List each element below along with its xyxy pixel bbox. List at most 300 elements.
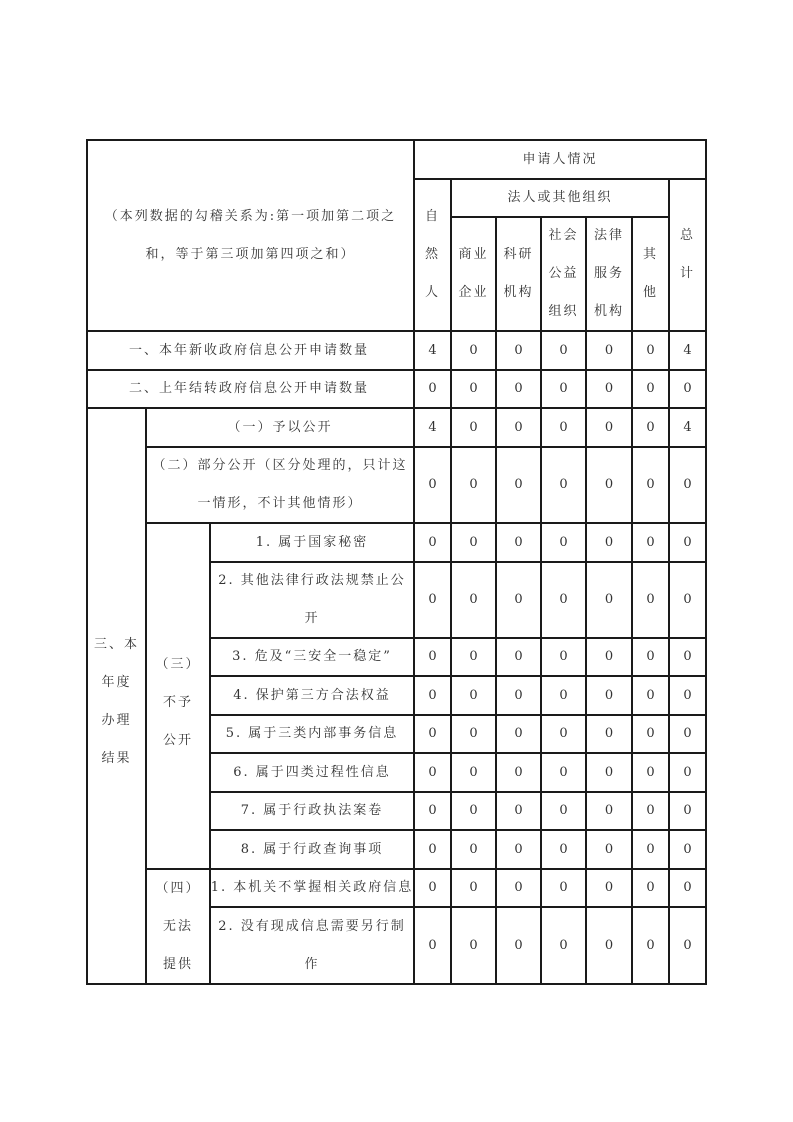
total-label-line: 计 [679,266,695,281]
value-cell [541,715,586,753]
value-cell [541,753,586,792]
value-cell [632,869,669,907]
value: 0 [604,764,614,780]
value: 0 [469,764,478,780]
value: 0 [604,419,614,435]
value: 0 [428,803,437,818]
value-cell [586,676,632,715]
value-cell [496,523,541,562]
grid-line-v [668,178,670,985]
value-cell [669,370,706,408]
sub-column-label-line: 社会 [548,228,579,243]
section3-label-line: 结果 [101,751,132,766]
value: 0 [428,687,437,703]
value: 0 [469,726,478,741]
header-note-line: （本列数据的勾稽关系为:第一项加第二项之 [104,208,397,224]
value-cell [632,830,669,869]
row-label-line: 一情形，不计其他情形） [197,496,363,511]
row-label: （一）予以公开 [227,419,333,435]
value: 0 [683,592,692,607]
value: 0 [469,419,478,435]
sub-column-label-line: 服务 [593,266,624,281]
value: 0 [469,534,478,550]
value-cell [414,331,451,370]
grid-line-h [86,983,707,985]
value-cell [451,753,496,792]
value-cell [451,370,496,408]
sub-column-label-line: 法律 [593,228,624,243]
value: 0 [604,880,614,895]
value: 0 [514,726,523,741]
value: 0 [514,592,523,607]
applicant-situation-label: 申请人情况 [522,151,598,167]
row-label-cell [210,523,414,562]
value-cell [632,331,669,370]
value-cell [541,792,586,830]
value: 0 [559,342,568,358]
header-note-cell [87,140,414,331]
sub-column-label-line: 其 [642,247,658,262]
legal-org-header [451,179,669,217]
sub-column-header [496,217,541,331]
total-label [680,217,695,293]
row-label-cell [210,792,414,830]
value-cell [414,869,451,907]
header-note [105,198,396,274]
value: 0 [469,803,478,818]
value-cell [414,447,451,523]
value: 4 [428,419,437,435]
value: 0 [514,649,523,664]
cannot-provide-label-line: 提供 [162,956,193,972]
value: 0 [604,726,614,741]
sub-column-label-line: 商业 [458,247,489,262]
row-label-cell [210,907,414,984]
value: 0 [428,534,437,550]
value: 0 [428,477,437,492]
value: 0 [646,649,655,664]
row-label: 8. 属于行政查询事项 [240,841,384,857]
grid-line-h [145,446,707,448]
value: 0 [646,477,655,492]
header-note-line: 和，等于第三项加第四项之和） [145,246,356,262]
value-cell [669,331,706,370]
value-cell [414,715,451,753]
value: 0 [604,687,614,703]
value-cell [541,676,586,715]
value-cell [541,907,586,984]
value: 0 [514,342,523,358]
value-cell [414,370,451,408]
value-cell [451,676,496,715]
value-cell [496,370,541,408]
sub-column-label-line: 公益 [548,266,579,281]
value-cell [496,447,541,523]
grid-line-h [145,868,707,870]
value: 0 [559,841,568,857]
value-cell [632,676,669,715]
cannot-provide-label [155,870,200,984]
value-cell [541,523,586,562]
value: 0 [683,477,692,492]
row-label: 一、本年新收政府信息公开申请数量 [128,342,369,358]
value: 0 [559,592,568,607]
cannot-provide-label-line: （四） [155,880,201,896]
grid-line-h [86,407,707,409]
value-cell [414,830,451,869]
value: 0 [428,649,437,664]
sub-column-label-line: 科研 [503,247,534,262]
row-label-cell [210,676,414,715]
row-label-line: （二）部分公开（区分处理的，只计这 [152,458,408,473]
sub-column-label-line: 机构 [503,285,534,300]
row-label-line: 作 [304,956,320,972]
value-cell [541,331,586,370]
value-cell [451,562,496,638]
value: 0 [559,687,568,703]
section3-label-line: 年度 [101,675,132,690]
row-label: 7. 属于行政执法案卷 [240,803,384,818]
value: 0 [683,649,692,664]
value: 0 [683,937,692,953]
value: 0 [469,937,478,953]
value: 0 [559,937,568,953]
value: 0 [514,764,523,780]
grid-line-h [209,791,707,793]
value: 0 [428,592,437,607]
row-label: 4. 保护第三方合法权益 [233,687,391,703]
value: 0 [469,880,478,895]
grid-line-h [209,752,707,754]
value-cell [451,907,496,984]
row-label-line: 开 [304,611,320,626]
natural-person-header [414,179,451,331]
natural-person-label [425,198,440,312]
sub-column-label [503,236,533,312]
value: 0 [428,880,437,895]
value: 0 [469,592,478,607]
value: 0 [683,841,692,857]
value-cell [414,523,451,562]
value-cell [496,562,541,638]
sub-column-header [632,217,669,331]
grid-line-h [209,906,707,908]
row-label: 1. 本机关不掌握相关政府信息 [210,880,414,895]
row-label-cell [146,408,414,447]
value-cell [586,830,632,869]
value-cell [586,792,632,830]
grid-line-h [145,522,707,524]
value-cell [414,676,451,715]
value-cell [414,753,451,792]
value: 0 [683,726,692,741]
value-cell [669,408,706,447]
value: 4 [683,342,692,358]
value-cell [414,638,451,676]
value: 0 [559,649,568,664]
value-cell [496,907,541,984]
natural-person-label-line: 自 [424,209,440,224]
value-cell [669,447,706,523]
value: 0 [428,726,437,741]
value: 0 [514,419,523,435]
value-cell [451,638,496,676]
grid-line-v [145,407,147,985]
value-cell [632,370,669,408]
row-label-cell [210,715,414,753]
sub-column-header [451,217,496,331]
value: 0 [559,764,568,780]
value: 0 [604,534,614,550]
sub-column-label [458,236,488,312]
value: 0 [683,880,692,895]
value: 0 [646,880,655,895]
value: 0 [559,880,568,895]
value: 0 [428,381,437,396]
sub-column-label [643,236,658,312]
grid-line-h [209,561,707,563]
row-label-cell [210,869,414,907]
value-cell [669,562,706,638]
value: 0 [646,342,655,358]
value-cell [586,408,632,447]
value-cell [541,830,586,869]
value-cell [669,907,706,984]
value-cell [632,715,669,753]
row-label-line: 2. 没有现成信息需要另行制 [218,918,406,934]
grid-line-h [209,714,707,716]
value-cell [586,331,632,370]
value: 0 [559,726,568,741]
row-label-cell [87,370,414,408]
not-disclosed-group-label [146,523,210,869]
value: 4 [428,342,437,358]
value: 0 [559,803,568,818]
value: 0 [604,477,614,492]
value: 0 [683,534,692,550]
value: 0 [683,764,692,780]
value-cell [669,523,706,562]
value: 0 [646,764,655,780]
value: 0 [604,342,614,358]
value-cell [496,331,541,370]
value: 0 [604,381,614,396]
value: 0 [646,592,655,607]
value: 0 [646,726,655,741]
value: 0 [469,687,478,703]
legal-org-label: 法人或其他组织 [507,190,613,205]
not-disclosed-label [155,646,200,760]
value: 0 [683,687,692,703]
value-cell [541,370,586,408]
value: 0 [559,534,568,550]
value-cell [669,715,706,753]
value-cell [669,638,706,676]
cannot-provide-group-label [146,869,210,984]
value-cell [451,792,496,830]
row-label: 6. 属于四类过程性信息 [233,764,391,780]
value-cell [669,676,706,715]
value: 0 [559,477,568,492]
section3-label [94,626,139,778]
value-cell [414,792,451,830]
total-header [669,179,706,331]
sub-column-label-line: 组织 [548,304,579,319]
value-cell [669,830,706,869]
value-cell [632,447,669,523]
not-disclosed-label-line: 公开 [162,733,193,748]
natural-person-label-line: 人 [424,285,440,300]
value: 0 [646,937,655,953]
value: 0 [646,803,655,818]
value-cell [541,447,586,523]
value: 0 [514,381,523,396]
value-cell [632,562,669,638]
value-cell [541,869,586,907]
value: 0 [604,803,614,818]
row-label-cell [210,638,414,676]
row-label [218,908,406,984]
value: 0 [559,381,568,396]
grid-line-h [209,675,707,677]
row-label-cell [210,562,414,638]
value: 0 [469,342,478,358]
value: 0 [646,534,655,550]
value: 0 [514,841,523,857]
value-cell [632,753,669,792]
value-cell [586,523,632,562]
value-cell [414,408,451,447]
value-cell [496,869,541,907]
grid-line-v [450,178,452,985]
value-cell [541,408,586,447]
sub-column-label [594,217,624,331]
value: 0 [683,381,692,396]
value-cell [586,370,632,408]
grid-line-h [209,637,707,639]
value-cell [541,638,586,676]
value-cell [451,523,496,562]
value-cell [632,792,669,830]
value-cell [496,676,541,715]
value-cell [451,869,496,907]
section3-label-line: 办理 [101,713,132,728]
value-cell [586,638,632,676]
sub-column-header [541,217,586,331]
row-label: 5. 属于三类内部事务信息 [225,726,399,741]
value-cell [451,715,496,753]
value-cell [586,562,632,638]
value-cell [451,331,496,370]
value-cell [496,715,541,753]
not-disclosed-label-line: 不予 [162,695,193,710]
row-label-cell [87,331,414,370]
value-cell [632,523,669,562]
value-cell [586,869,632,907]
value-cell [669,753,706,792]
total-label-line: 总 [679,228,695,243]
value: 4 [683,419,692,435]
value: 0 [604,937,614,953]
value-cell [586,753,632,792]
row-label: 3. 危及“三安全一稳定” [232,649,392,664]
value-cell [669,869,706,907]
row-label-cell [146,447,414,523]
grid-line-v [209,522,211,985]
value: 0 [604,841,614,857]
value: 0 [604,592,614,607]
value: 0 [514,803,523,818]
value: 0 [514,534,523,550]
value: 0 [646,841,655,857]
grid-line-h [86,330,707,332]
value: 0 [469,841,478,857]
row-label-line: 2. 其他法律行政法规禁止公 [218,573,406,588]
grid-line-h [86,139,707,141]
grid-line-h [86,369,707,371]
value-cell [632,638,669,676]
sub-column-header [586,217,632,331]
grid-line-h [413,178,707,180]
grid-line-h [209,829,707,831]
value-cell [496,408,541,447]
applicant-situation-header [414,140,706,179]
value: 0 [646,687,655,703]
grid-line-v [86,139,88,985]
value-cell [496,830,541,869]
value: 0 [469,649,478,664]
value-cell [586,715,632,753]
value-cell [541,562,586,638]
section3-group-label [87,408,146,984]
row-label-cell [210,830,414,869]
sub-column-label-line: 他 [642,285,658,300]
value-cell [496,638,541,676]
value-cell [414,562,451,638]
not-disclosed-label-line: （三） [155,657,201,672]
value-cell [451,830,496,869]
row-label: 二、上年结转政府信息公开申请数量 [128,381,369,396]
value: 0 [514,880,523,895]
row-label [218,562,406,638]
value: 0 [514,687,523,703]
value-cell [632,907,669,984]
row-label [152,447,407,523]
sub-column-label-line: 机构 [593,304,624,319]
value-cell [451,408,496,447]
value-cell [414,907,451,984]
value: 0 [646,419,655,435]
value: 0 [646,381,655,396]
value: 0 [428,841,437,857]
grid-line-h [450,216,670,218]
value: 0 [604,649,614,664]
value-cell [669,792,706,830]
value-cell [496,753,541,792]
value-cell [586,907,632,984]
value: 0 [428,764,437,780]
value-cell [451,447,496,523]
value-cell [496,792,541,830]
sub-column-label [548,217,578,331]
value: 0 [469,477,478,492]
row-label-cell [210,753,414,792]
value-cell [586,447,632,523]
row-label: 1. 属于国家秘密 [255,534,369,550]
value: 0 [469,381,478,396]
section3-label-line: 三、本 [93,637,139,652]
cannot-provide-label-line: 无法 [162,918,193,934]
